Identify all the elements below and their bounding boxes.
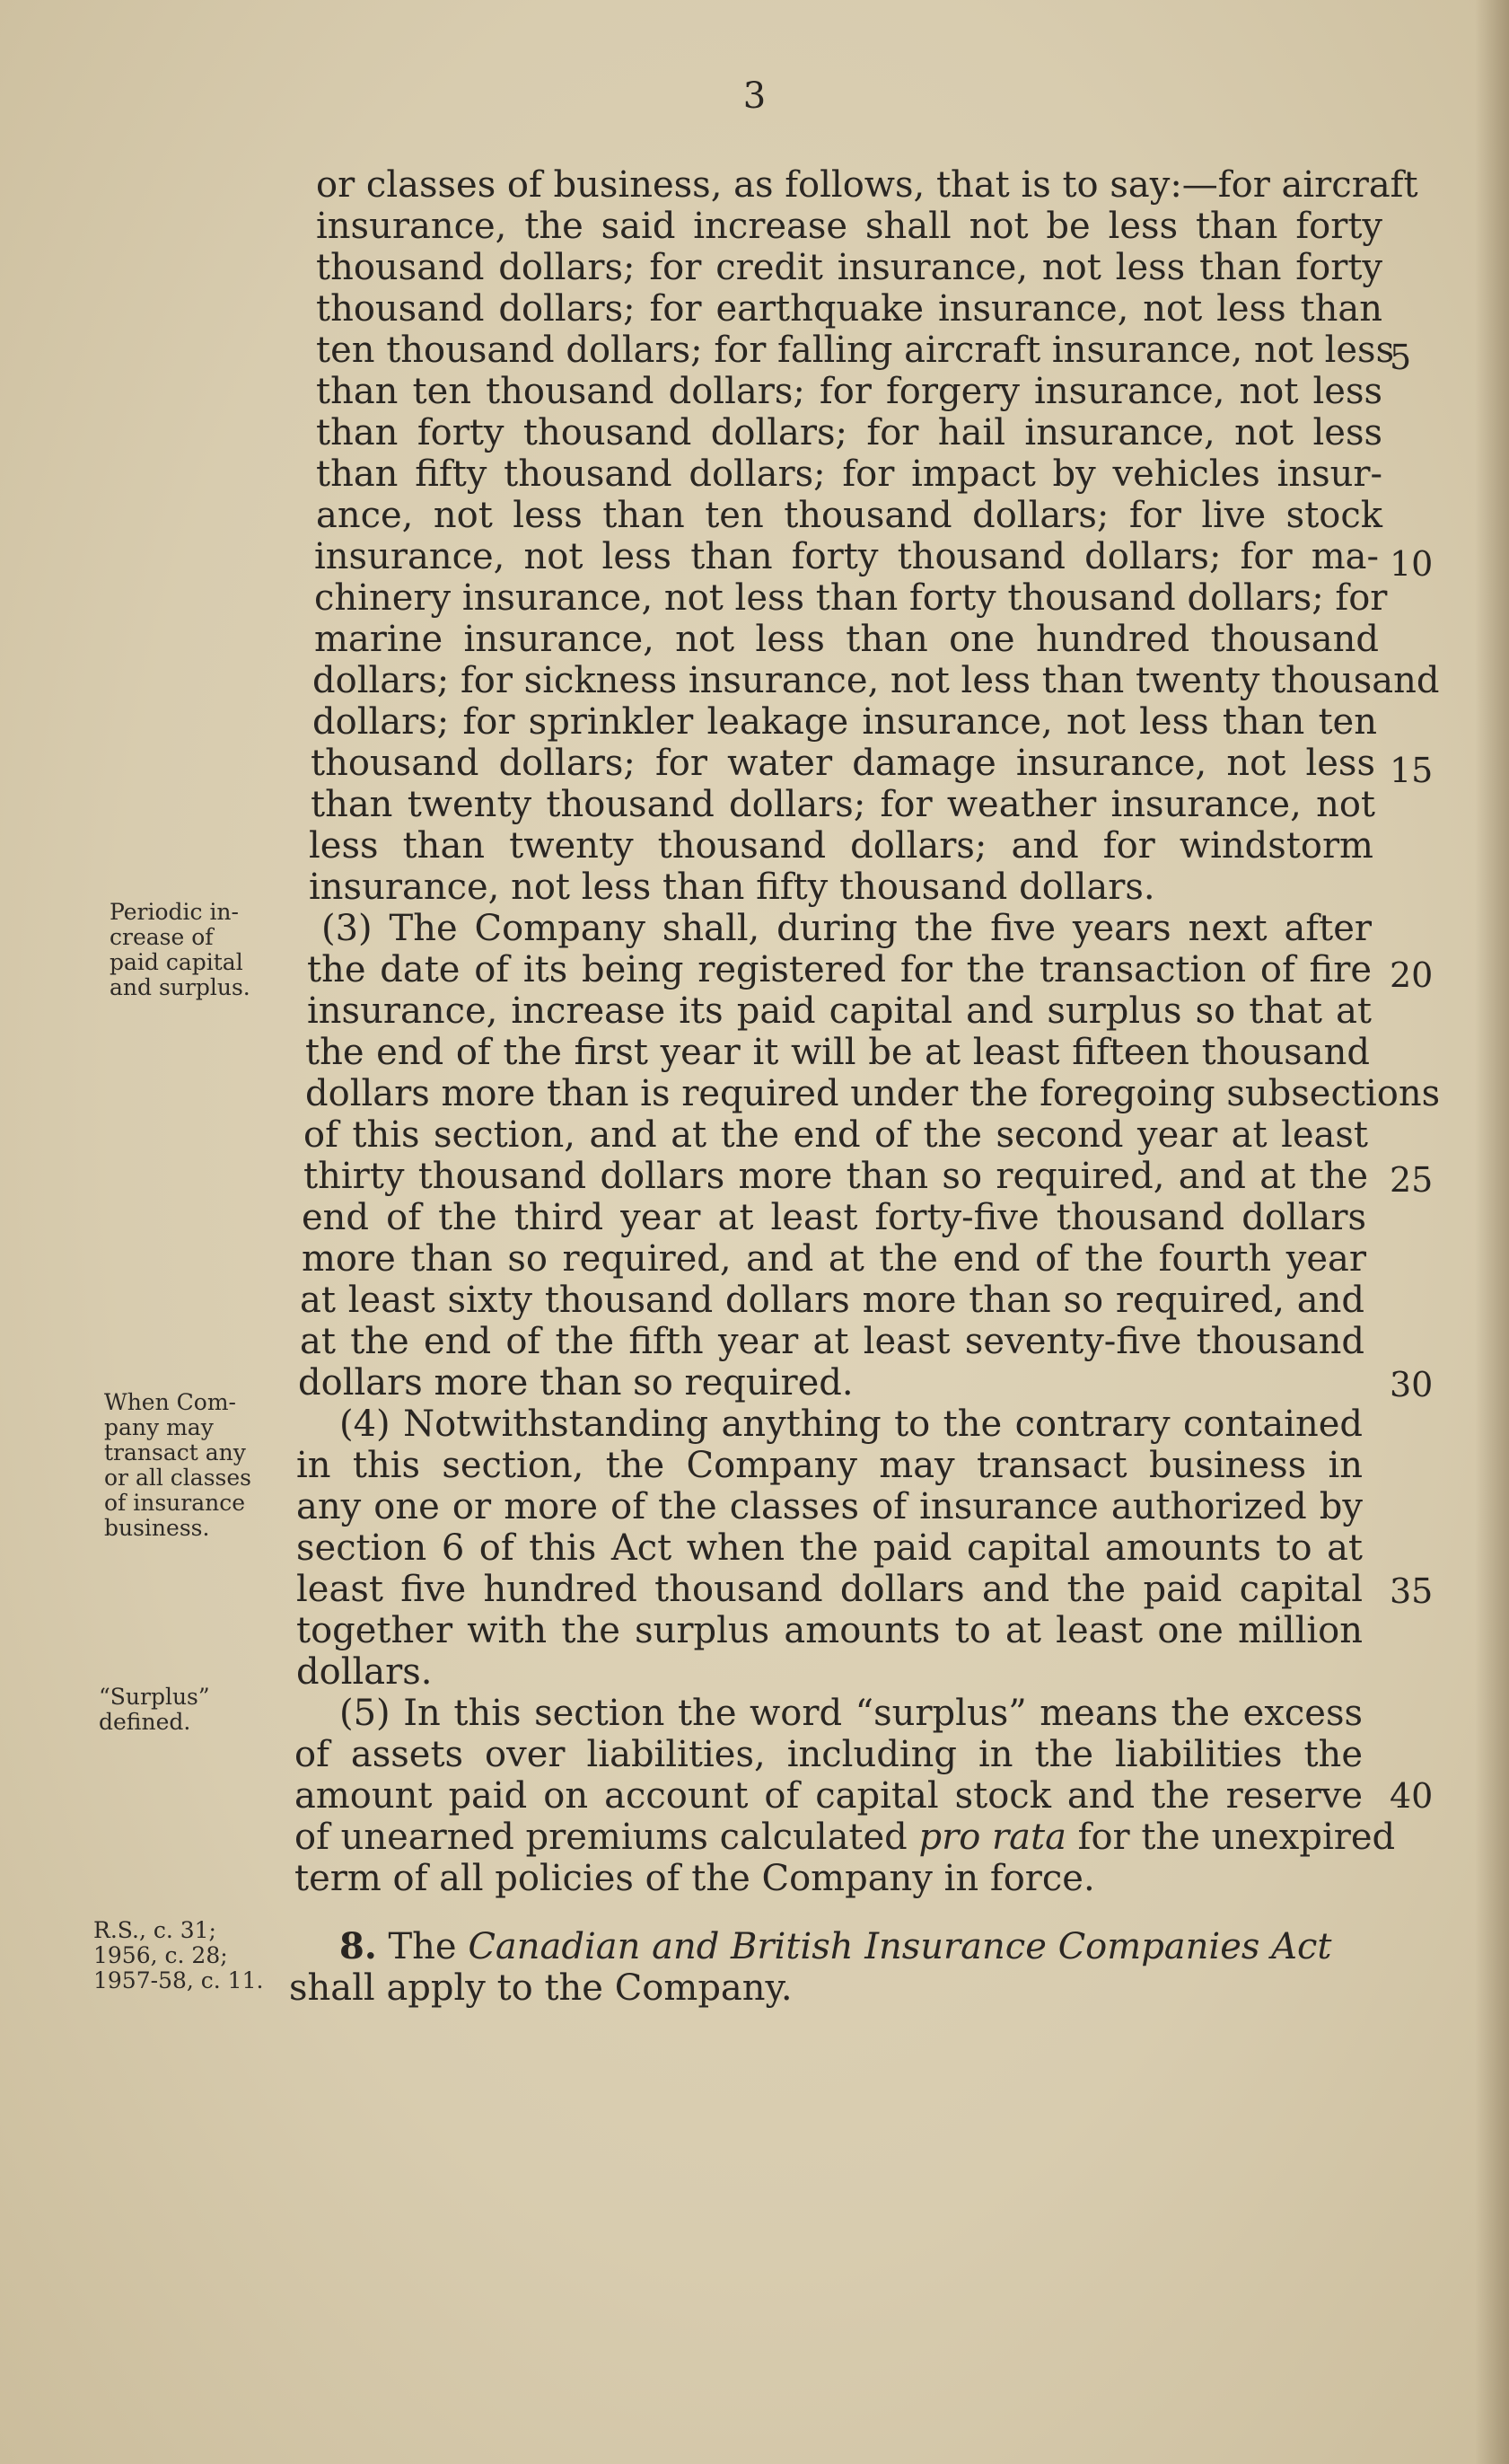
- body-line-part: of unearned premiums calculated: [294, 1817, 919, 1858]
- body-line: than forty thousand dollars; for hail insurance, not less: [316, 412, 1382, 453]
- body-line: at the end of the fifth year at least seventy-five thousand: [300, 1321, 1364, 1362]
- section-number: 8.: [339, 1925, 377, 1967]
- body-line: more than so required, and at the end of the fourth year: [302, 1238, 1366, 1280]
- body-line: ten thousand dollars; for falling aircraft insurance, not less: [316, 330, 1395, 371]
- body-line: ance, not less than ten thousand dollars; for live stock: [316, 495, 1382, 536]
- body-line: than fifty thousand dollars; for impact by vehicles insur-: [316, 453, 1382, 495]
- body-line: thousand dollars; for earthquake insurance, not less than: [316, 288, 1382, 330]
- page-edge-shadow: [1475, 0, 1509, 2464]
- margin-note-when-company-may-transact: When Com- pany may transact any or all classes of insurance business.: [104, 1389, 251, 1541]
- body-line: than ten thousand dollars; for forgery insurance, not less: [316, 371, 1382, 412]
- body-line: dollars; for sickness insurance, not less than twenty thousand: [312, 660, 1440, 701]
- body-line-part: for the unexpired: [1066, 1817, 1396, 1858]
- body-line: (3) The Company shall, during the five years next after: [321, 908, 1372, 949]
- body-line: thirty thousand dollars more than so required, and at the: [303, 1156, 1368, 1197]
- body-line: (4) Notwithstanding anything to the contrary contained: [339, 1404, 1363, 1445]
- body-line: thousand dollars; for water damage insurance, not less: [311, 743, 1375, 784]
- body-line: insurance, not less than fifty thousand dollars.: [309, 867, 1155, 908]
- line-number: 35: [1390, 1571, 1434, 1611]
- line-number: 25: [1390, 1160, 1434, 1200]
- body-line: the date of its being registered for the transaction of fire: [307, 949, 1372, 990]
- body-line: insurance, not less than forty thousand dollars; for ma-: [314, 536, 1379, 577]
- body-line: amount paid on account of capital stock and the reserve: [294, 1775, 1363, 1817]
- body-line-part: The: [376, 1926, 469, 1967]
- body-line: in this section, the Company may transact business in: [296, 1445, 1363, 1486]
- body-line: section 6 of this Act when the paid capital amounts to at: [296, 1527, 1363, 1569]
- act-title: Canadian and British Insurance Companies Act: [468, 1926, 1332, 1967]
- body-line: the end of the first year it will be at least fifteen thousand: [305, 1032, 1370, 1073]
- body-line: least five hundred thousand dollars and the paid capital: [296, 1569, 1363, 1610]
- body-line: of assets over liabilities, including in the liabilities the: [294, 1734, 1363, 1775]
- body-line: than twenty thousand dollars; for weather insurance, not: [311, 784, 1375, 825]
- page-number: 3: [742, 75, 767, 117]
- line-number: 40: [1390, 1776, 1434, 1816]
- body-line: less than twenty thousand dollars; and for windstorm: [309, 825, 1373, 867]
- body-line: dollars more than is required under the foregoing subsections: [305, 1073, 1441, 1114]
- body-line: end of the third year at least forty-five thousand dollars: [302, 1197, 1366, 1238]
- body-line: marine insurance, not less than one hundred thousand: [314, 619, 1379, 660]
- margin-note-statute-references: R.S., c. 31; 1956, c. 28; 1957-58, c. 11.: [93, 1917, 264, 1993]
- italic-term: pro rata: [918, 1817, 1066, 1858]
- body-line: or classes of business, as follows, that is to say:—for aircraft: [316, 164, 1418, 206]
- body-line: of this section, and at the end of the second year at least: [303, 1114, 1368, 1156]
- body-line: dollars.: [296, 1651, 433, 1693]
- margin-note-periodic-increase: Periodic in- crease of paid capital and surplus.: [110, 899, 250, 1000]
- body-line: insurance, increase its paid capital and surplus so that at: [307, 990, 1372, 1032]
- body-line: (5) In this section the word “surplus” means the excess: [339, 1693, 1363, 1734]
- body-line-pro-rata: [294, 1817, 1396, 1858]
- line-number: 20: [1390, 955, 1434, 995]
- body-line: shall apply to the Company.: [289, 1967, 793, 2009]
- body-line: any one or more of the classes of insurance authorized by: [296, 1486, 1363, 1527]
- margin-note-surplus-defined: “Surplus” defined.: [99, 1684, 210, 1735]
- body-line: dollars; for sprinkler leakage insurance, not less than ten: [312, 701, 1377, 743]
- line-number: 10: [1390, 544, 1434, 584]
- section-8-line: [339, 1926, 1363, 1967]
- body-line: at least sixty thousand dollars more than so required, and: [300, 1280, 1364, 1321]
- line-number: 15: [1390, 751, 1434, 790]
- line-number: 30: [1390, 1365, 1434, 1404]
- body-line: insurance, the said increase shall not be less than forty: [316, 206, 1382, 247]
- line-number: 5: [1390, 338, 1412, 377]
- body-line: term of all policies of the Company in force.: [294, 1858, 1095, 1899]
- body-line: thousand dollars; for credit insurance, not less than forty: [316, 247, 1382, 288]
- body-line: chinery insurance, not less than forty thousand dollars; for: [314, 577, 1388, 619]
- body-line: dollars more than so required.: [298, 1362, 854, 1404]
- body-line: together with the surplus amounts to at least one million: [296, 1610, 1363, 1651]
